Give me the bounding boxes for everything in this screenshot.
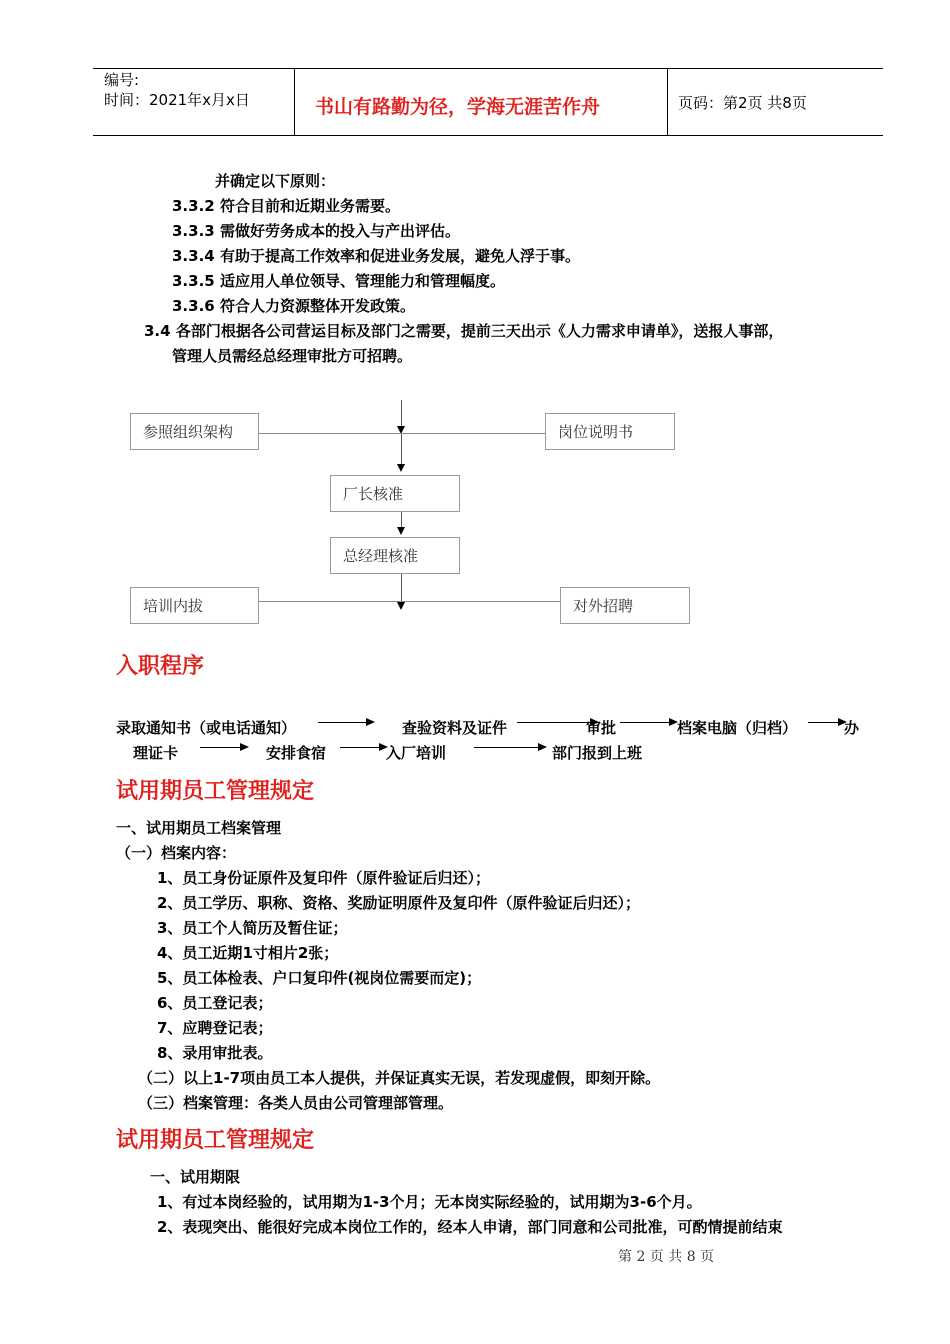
- flow-arrow-line: [620, 722, 672, 723]
- flow-arrow-line: [200, 747, 245, 748]
- flow-connector: [401, 512, 402, 527]
- flow-box-external-recruitment: 对外招聘: [560, 587, 690, 624]
- onboarding-step: 审批: [586, 719, 617, 737]
- onboarding-step: 办: [844, 719, 860, 737]
- flow-connector: [401, 434, 402, 464]
- onboarding-step: 查验资料及证件: [402, 719, 508, 737]
- header-motto: 书山有路勤为径，学海无涯苦作舟: [315, 96, 601, 118]
- list-item: 8、录用审批表。: [157, 1044, 273, 1062]
- onboarding-title: 入职程序: [116, 654, 205, 679]
- principles-intro: 并确定以下原则：: [215, 172, 336, 190]
- document-time-label: 时间：2021年x月x日: [104, 91, 250, 109]
- flow-arrow-line: [474, 747, 542, 748]
- principle-item: [172, 271, 505, 291]
- subsection-heading: （一）档案内容：: [116, 844, 237, 862]
- onboarding-step: 部门报到上班: [552, 744, 643, 762]
- section-heading: 一、试用期限: [150, 1168, 241, 1186]
- header-bottom-rule: [93, 135, 883, 136]
- onboarding-step: 安排食宿: [266, 744, 327, 762]
- header-top-rule: [93, 68, 883, 69]
- principle-item: [172, 246, 580, 266]
- flow-connector: [401, 433, 545, 434]
- flow-box-factory-approve: 厂长核准: [330, 475, 460, 512]
- principle-text: 适应用人单位领导、管理能力和管理幅度。: [219, 272, 505, 290]
- list-item: 3、员工个人简历及暂住证；: [157, 919, 348, 937]
- header-divider-1: [294, 68, 295, 136]
- principle-number: 3.3.6: [172, 297, 215, 315]
- header-page-info: 页码：第2页 共8页: [678, 94, 807, 112]
- principle-number: 3.3.2: [172, 197, 215, 215]
- flow-connector: [258, 433, 401, 434]
- flow-arrow-line: [340, 747, 384, 748]
- principle-item: [172, 196, 400, 216]
- flow-connector: [401, 601, 561, 602]
- flow-box-gm-approve: 总经理核准: [330, 537, 460, 574]
- list-item: 2、表现突出、能很好完成本岗位工作的，经本人申请，部门同意和公司批准，可酌情提前结束: [157, 1218, 783, 1236]
- flow-arrow-line: [517, 722, 597, 723]
- flow-arrow-down: [397, 602, 405, 610]
- document-number-label: 编号:: [104, 71, 140, 89]
- flow-arrow-line: [318, 722, 372, 723]
- section-title: 试用期员工管理规定: [116, 779, 315, 804]
- principle-text: 符合目前和近期业务需要。: [219, 197, 400, 215]
- flow-arrow-right: [366, 718, 375, 726]
- principle-item: [172, 221, 460, 241]
- list-item: 1、员工身份证原件及复印件（原件验证后归还）；: [157, 869, 490, 887]
- flow-box-job-description: 岗位说明书: [545, 413, 675, 450]
- clause-text: 各部门根据各公司营运目标及部门之需要，提前三天出示《人力需求申请单》，送报人事部，: [175, 322, 784, 340]
- clause-3-4-line2: 管理人员需经总经理审批方可招聘。: [172, 347, 413, 365]
- clause-3-4-line1: [144, 321, 783, 341]
- principle-text: 需做好劳务成本的投入与产出评估。: [219, 222, 460, 240]
- flow-box-org-chart: 参照组织架构: [130, 413, 259, 450]
- principle-text: 有助于提高工作效率和促进业务发展，避免人浮于事。: [219, 247, 580, 265]
- header-divider-2: [667, 68, 668, 136]
- flow-arrow-down: [397, 527, 405, 535]
- clause-number: 3.4: [144, 322, 171, 340]
- note-item: （二）以上1-7项由员工本人提供，并保证真实无误，若发现虚假，即刻开除。: [138, 1069, 661, 1087]
- flow-box-internal-promotion: 培训内拔: [130, 587, 259, 624]
- flow-arrow-down: [397, 464, 405, 472]
- list-item: 6、员工登记表；: [157, 994, 273, 1012]
- principle-number: 3.3.4: [172, 247, 215, 265]
- list-item: 7、应聘登记表；: [157, 1019, 273, 1037]
- principle-number: 3.3.5: [172, 272, 215, 290]
- list-item: 4、员工近期1寸相片2张；: [157, 944, 339, 962]
- principle-number: 3.3.3: [172, 222, 215, 240]
- list-item: 5、员工体检表、户口复印件(视岗位需要而定)；: [157, 969, 482, 987]
- list-item: 1、有过本岗经验的，试用期为1-3个月；无本岗实际经验的，试用期为3-6个月。: [157, 1193, 702, 1211]
- flow-connector: [258, 601, 401, 602]
- principle-item: [172, 296, 415, 316]
- list-item: 2、员工学历、职称、资格、奖励证明原件及复印件（原件验证后归还）；: [157, 894, 640, 912]
- section-title: 试用期员工管理规定: [116, 1128, 315, 1153]
- onboarding-step: 录取通知书（或电话通知）: [116, 719, 297, 737]
- onboarding-step: 入厂培训: [386, 744, 447, 762]
- principle-text: 符合人力资源整体开发政策。: [219, 297, 415, 315]
- flow-connector: [401, 574, 402, 602]
- section-heading: 一、试用期员工档案管理: [116, 819, 282, 837]
- flow-arrow-right: [538, 743, 547, 751]
- flow-arrow-right: [240, 743, 249, 751]
- note-item: （三）档案管理：各类人员由公司管理部管理。: [138, 1094, 454, 1112]
- flow-connector: [401, 400, 402, 426]
- onboarding-step: 理证卡: [133, 744, 179, 762]
- onboarding-step: 档案电脑（归档）: [677, 719, 798, 737]
- page-footer: 第 2 页 共 8 页: [618, 1249, 715, 1265]
